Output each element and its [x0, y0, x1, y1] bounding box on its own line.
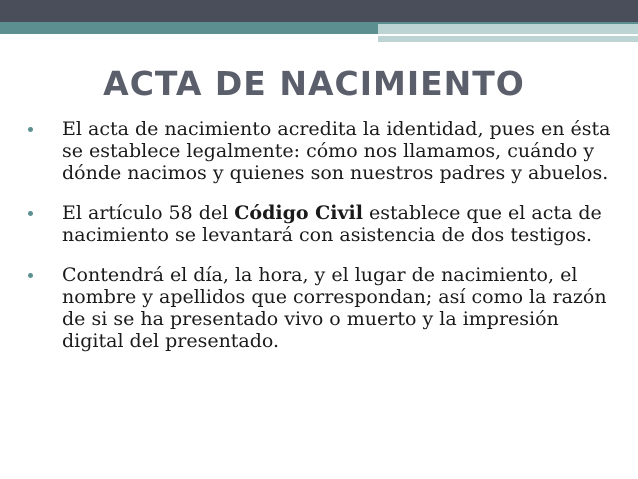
bullet-list	[28, 118, 618, 370]
header-band-teal-light	[378, 24, 638, 42]
bullet-text: El acta de nacimiento acredita la identidad, pues en ésta se establece legalmente: cómo nos llamamos, cuándo y dónde nacimos y quienes son nuestros padres y abuelos.	[62, 118, 611, 184]
bullet-text-bold: Código Civil	[234, 202, 363, 224]
header-band-dark	[0, 0, 638, 22]
bullet-text: Contendrá el día, la hora, y el lugar de nacimiento, el nombre y apellidos que correspondan; así como la razón de si se ha presentado vivo o muerto y la impresión digital del presentado.	[62, 264, 607, 352]
bullet-item	[28, 118, 618, 184]
slide-title-text: ACTA DE NACIMIENTO	[103, 64, 525, 103]
slide-title	[0, 60, 638, 108]
bullet-text-pre: El artículo 58 del	[62, 202, 235, 224]
bullet-item	[28, 202, 618, 246]
bullet-marker-icon	[28, 273, 33, 278]
bullet-marker-icon	[28, 127, 33, 132]
bullet-item	[28, 264, 618, 352]
bullet-marker-icon	[28, 211, 33, 216]
header-band-divider	[378, 34, 638, 36]
bullet-text-post: establece que el acta de nacimiento se levantará con asistencia de dos testigos.	[62, 202, 602, 246]
